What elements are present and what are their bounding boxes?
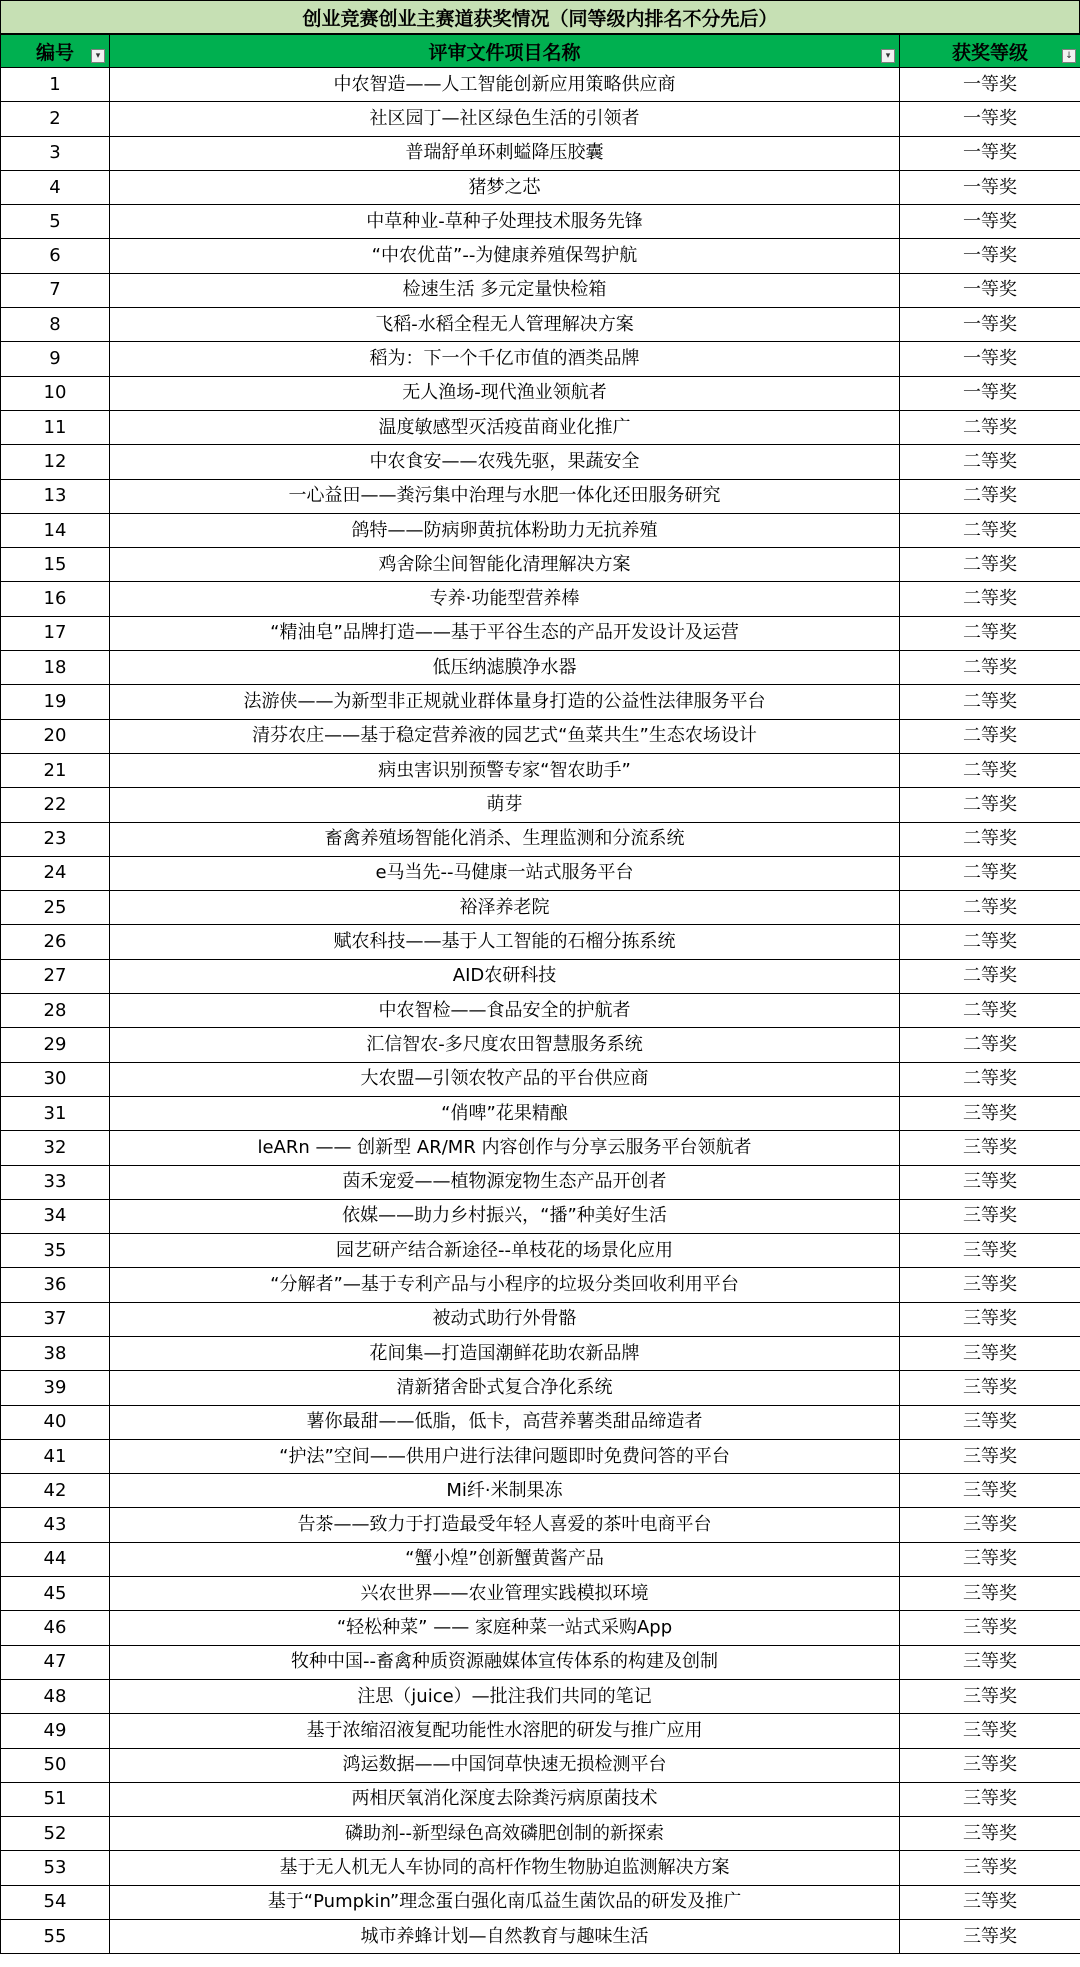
cell-project-name[interactable]: 一心益田——粪污集中治理与水肥一体化还田服务研究 [110,479,900,513]
cell-project-name[interactable]: 飞稻-水稻全程无人管理解决方案 [110,308,900,342]
table-row [1,685,1080,719]
cell-award-level[interactable]: 二等奖 [900,959,1080,993]
cell-number[interactable]: 11 [1,410,110,444]
column-header-no [1,35,110,68]
table-row [1,822,1080,856]
table-row [1,891,1080,925]
table-row [1,788,1080,822]
cell-award-level[interactable]: 二等奖 [900,1062,1080,1096]
cell-award-level[interactable]: 三等奖 [900,1405,1080,1439]
cell-award-level[interactable]: 一等奖 [900,308,1080,342]
table-row [1,856,1080,890]
cell-number[interactable]: 44 [1,1542,110,1576]
table-row [1,1131,1080,1165]
cell-number[interactable]: 49 [1,1714,110,1748]
cell-number[interactable]: 6 [1,239,110,273]
cell-project-name[interactable]: 兴农世界——农业管理实践模拟环境 [110,1577,900,1611]
cell-number[interactable]: 31 [1,1096,110,1130]
cell-project-name[interactable]: 基于无人机无人车协同的高杆作物生物胁迫监测解决方案 [110,1851,900,1885]
table-row [1,1371,1080,1405]
cell-number[interactable]: 30 [1,1062,110,1096]
cell-project-name[interactable]: 鸽特——防病卵黄抗体粉助力无抗养殖 [110,513,900,547]
cell-number[interactable]: 50 [1,1748,110,1782]
cell-award-level[interactable]: 二等奖 [900,616,1080,650]
table-row [1,205,1080,239]
column-header-name-label: 评审文件项目名称 [428,41,581,64]
table-row [1,68,1080,102]
cell-project-name[interactable]: 中农智检——食品安全的护航者 [110,994,900,1028]
table-row [1,1542,1080,1576]
cell-award-level[interactable]: 一等奖 [900,170,1080,204]
table-row [1,1748,1080,1782]
cell-number[interactable]: 41 [1,1439,110,1473]
cell-project-name[interactable]: 基于“Pumpkin”理念蛋白强化南瓜益生菌饮品的研发及推广 [110,1885,900,1919]
cell-project-name[interactable]: “俏啤”花果精酿 [110,1096,900,1130]
cell-award-level[interactable]: 二等奖 [900,548,1080,582]
cell-number[interactable]: 46 [1,1611,110,1645]
table-row [1,308,1080,342]
cell-award-level[interactable]: 三等奖 [900,1096,1080,1130]
column-header-award [900,35,1080,68]
cell-award-level[interactable]: 二等奖 [900,753,1080,787]
cell-award-level[interactable]: 二等奖 [900,685,1080,719]
table-row [1,548,1080,582]
table-row [1,376,1080,410]
cell-project-name[interactable]: 园艺研产结合新途径--单枝花的场景化应用 [110,1234,900,1268]
table-row [1,1096,1080,1130]
header-row [1,35,1080,68]
cell-award-level[interactable]: 三等奖 [900,1371,1080,1405]
table-row [1,1611,1080,1645]
cell-number[interactable]: 7 [1,273,110,307]
cell-award-level[interactable]: 二等奖 [900,1028,1080,1062]
cell-project-name[interactable]: 被动式助行外骨骼 [110,1302,900,1336]
cell-award-level[interactable]: 三等奖 [900,1714,1080,1748]
cell-project-name[interactable]: 牧种中国--畜禽种质资源融媒体宣传体系的构建及创制 [110,1645,900,1679]
cell-award-level[interactable]: 一等奖 [900,205,1080,239]
cell-award-level[interactable]: 一等奖 [900,342,1080,376]
cell-award-level[interactable]: 三等奖 [900,1542,1080,1576]
cell-project-name[interactable]: 清新猪舍卧式复合净化系统 [110,1371,900,1405]
cell-project-name[interactable]: 猪梦之芯 [110,170,900,204]
cell-number[interactable]: 42 [1,1474,110,1508]
cell-award-level[interactable]: 二等奖 [900,651,1080,685]
cell-number[interactable]: 8 [1,308,110,342]
cell-project-name[interactable]: “护法”空间——供用户进行法律问题即时免费问答的平台 [110,1439,900,1473]
table-row [1,1817,1080,1851]
cell-number[interactable]: 36 [1,1268,110,1302]
cell-award-level[interactable]: 二等奖 [900,925,1080,959]
table-row [1,1920,1080,1954]
cell-award-level[interactable]: 三等奖 [900,1611,1080,1645]
cell-project-name[interactable]: 磷助剂--新型绿色高效磷肥创制的新探索 [110,1817,900,1851]
table-header [1,35,1080,68]
cell-project-name[interactable]: e马当先--马健康一站式服务平台 [110,856,900,890]
cell-project-name[interactable]: “轻松种菜” —— 家庭种菜一站式采购App [110,1611,900,1645]
cell-number[interactable]: 15 [1,548,110,582]
cell-project-name[interactable]: 鸿运数据——中国饲草快速无损检测平台 [110,1748,900,1782]
table-row [1,445,1080,479]
cell-number[interactable]: 9 [1,342,110,376]
table-row [1,273,1080,307]
cell-number[interactable]: 33 [1,1165,110,1199]
cell-project-name[interactable]: 告茶——致力于打造最受年轻人喜爱的茶叶电商平台 [110,1508,900,1542]
cell-award-level[interactable]: 三等奖 [900,1782,1080,1816]
cell-award-level[interactable]: 一等奖 [900,102,1080,136]
cell-project-name[interactable]: AID农研科技 [110,959,900,993]
column-header-no-label: 编号 [35,41,74,64]
cell-number[interactable]: 17 [1,616,110,650]
cell-award-level[interactable]: 二等奖 [900,856,1080,890]
cell-award-level[interactable]: 三等奖 [900,1439,1080,1473]
table-row [1,410,1080,444]
table-row [1,1714,1080,1748]
cell-project-name[interactable]: 薯你最甜——低脂，低卡，高营养薯类甜品缔造者 [110,1405,900,1439]
cell-project-name[interactable]: 普瑞舒单环刺螠降压胶囊 [110,136,900,170]
table-row [1,1268,1080,1302]
cell-project-name[interactable]: 花间集—打造国潮鲜花助农新品牌 [110,1336,900,1370]
cell-number[interactable]: 40 [1,1405,110,1439]
cell-project-name[interactable]: “精油皂”品牌打造——基于平谷生态的产品开发设计及运营 [110,616,900,650]
cell-award-level[interactable]: 二等奖 [900,582,1080,616]
table-row [1,582,1080,616]
cell-project-name[interactable]: 茵禾宠爱——植物源宠物生态产品开创者 [110,1165,900,1199]
cell-award-level[interactable]: 三等奖 [900,1268,1080,1302]
cell-number[interactable]: 16 [1,582,110,616]
cell-project-name[interactable]: 中农食安——农残先驱，果蔬安全 [110,445,900,479]
cell-award-level[interactable]: 二等奖 [900,719,1080,753]
cell-project-name[interactable]: “中农优苗”--为健康养殖保驾护航 [110,239,900,273]
table-row [1,1679,1080,1713]
cell-award-level[interactable]: 三等奖 [900,1199,1080,1233]
table-row [1,719,1080,753]
cell-project-name[interactable]: 低压纳滤膜净水器 [110,651,900,685]
cell-number[interactable]: 5 [1,205,110,239]
table-row [1,1782,1080,1816]
cell-project-name[interactable]: 专养·功能型营养棒 [110,582,900,616]
cell-project-name[interactable]: 裕泽养老院 [110,891,900,925]
cell-award-level[interactable]: 三等奖 [900,1679,1080,1713]
cell-project-name[interactable]: 中农智造——人工智能创新应用策略供应商 [110,68,900,102]
cell-award-level[interactable]: 二等奖 [900,479,1080,513]
table-row [1,1508,1080,1542]
cell-award-level[interactable]: 三等奖 [900,1508,1080,1542]
cell-award-level[interactable]: 二等奖 [900,410,1080,444]
cell-award-level[interactable]: 二等奖 [900,994,1080,1028]
cell-project-name[interactable]: 大农盟—引领农牧产品的平台供应商 [110,1062,900,1096]
cell-award-level[interactable]: 三等奖 [900,1577,1080,1611]
cell-award-level[interactable]: 三等奖 [900,1302,1080,1336]
table-row [1,513,1080,547]
cell-award-level[interactable]: 二等奖 [900,822,1080,856]
cell-award-level[interactable]: 三等奖 [900,1851,1080,1885]
cell-award-level[interactable]: 一等奖 [900,376,1080,410]
column-header-name [110,35,900,68]
table-row [1,102,1080,136]
cell-award-level[interactable]: 三等奖 [900,1165,1080,1199]
cell-award-level[interactable]: 三等奖 [900,1920,1080,1954]
cell-number[interactable]: 22 [1,788,110,822]
cell-project-name[interactable]: 温度敏感型灭活疫苗商业化推广 [110,410,900,444]
table-row [1,1062,1080,1096]
cell-award-level[interactable]: 一等奖 [900,239,1080,273]
table-row [1,1028,1080,1062]
cell-number[interactable]: 26 [1,925,110,959]
table-row [1,1851,1080,1885]
cell-award-level[interactable]: 三等奖 [900,1234,1080,1268]
cell-project-name[interactable]: 鸡舍除尘间智能化清理解决方案 [110,548,900,582]
cell-award-level[interactable]: 三等奖 [900,1748,1080,1782]
cell-number[interactable]: 52 [1,1817,110,1851]
cell-number[interactable]: 25 [1,891,110,925]
cell-number[interactable]: 35 [1,1234,110,1268]
cell-project-name[interactable]: Mi纤·米制果冻 [110,1474,900,1508]
cell-project-name[interactable]: 依媒——助力乡村振兴，“播”种美好生活 [110,1199,900,1233]
cell-project-name[interactable]: 中草种业-草种子处理技术服务先锋 [110,205,900,239]
filter-dropdown-icon[interactable]: ▾ [881,49,895,63]
awards-table [0,34,1080,1954]
cell-project-name[interactable]: 检速生活 多元定量快检箱 [110,273,900,307]
cell-number[interactable]: 39 [1,1371,110,1405]
cell-number[interactable]: 18 [1,651,110,685]
cell-number[interactable]: 47 [1,1645,110,1679]
cell-project-name[interactable]: 无人渔场-现代渔业领航者 [110,376,900,410]
cell-number[interactable]: 37 [1,1302,110,1336]
cell-award-level[interactable]: 一等奖 [900,273,1080,307]
cell-award-level[interactable]: 二等奖 [900,891,1080,925]
cell-project-name[interactable]: 畜禽养殖场智能化消杀、生理监测和分流系统 [110,822,900,856]
table-row [1,479,1080,513]
cell-project-name[interactable]: 清芬农庄——基于稳定营养液的园艺式“鱼菜共生”生态农场设计 [110,719,900,753]
cell-number[interactable]: 19 [1,685,110,719]
cell-number[interactable]: 4 [1,170,110,204]
cell-project-name[interactable]: 汇信智农-多尺度农田智慧服务系统 [110,1028,900,1062]
table-row [1,1474,1080,1508]
cell-number[interactable]: 48 [1,1679,110,1713]
table-row [1,1405,1080,1439]
cell-number[interactable]: 24 [1,856,110,890]
cell-number[interactable]: 14 [1,513,110,547]
table-row [1,136,1080,170]
table-row [1,1439,1080,1473]
cell-project-name[interactable]: 城市养蜂计划—自然教育与趣味生活 [110,1920,900,1954]
cell-number[interactable]: 28 [1,994,110,1028]
table-row [1,170,1080,204]
cell-project-name[interactable]: “分解者”—基于专利产品与小程序的垃圾分类回收利用平台 [110,1268,900,1302]
cell-number[interactable]: 53 [1,1851,110,1885]
cell-project-name[interactable]: 社区园丁—社区绿色生活的引领者 [110,102,900,136]
cell-number[interactable]: 13 [1,479,110,513]
table-row [1,651,1080,685]
cell-award-level[interactable]: 二等奖 [900,788,1080,822]
table-row [1,239,1080,273]
cell-number[interactable]: 55 [1,1920,110,1954]
table-row [1,1577,1080,1611]
cell-number[interactable]: 45 [1,1577,110,1611]
filter-dropdown-icon[interactable]: ▾ [91,49,105,63]
cell-number[interactable]: 2 [1,102,110,136]
cell-award-level[interactable]: 三等奖 [900,1817,1080,1851]
table-row [1,342,1080,376]
cell-number[interactable]: 34 [1,1199,110,1233]
cell-award-level[interactable]: 三等奖 [900,1474,1080,1508]
cell-number[interactable]: 29 [1,1028,110,1062]
table-row [1,1302,1080,1336]
cell-award-level[interactable]: 三等奖 [900,1131,1080,1165]
cell-award-level[interactable]: 一等奖 [900,68,1080,102]
cell-project-name[interactable]: 法游侠——为新型非正规就业群体量身打造的公益性法律服务平台 [110,685,900,719]
cell-number[interactable]: 27 [1,959,110,993]
cell-number[interactable]: 20 [1,719,110,753]
cell-number[interactable]: 23 [1,822,110,856]
table-row [1,1645,1080,1679]
cell-project-name[interactable]: 萌芽 [110,788,900,822]
sheet-title: 创业竞赛创业主赛道获奖情况（同等级内排名不分先后） [0,0,1080,34]
sort-descending-filter-icon[interactable]: ↓ [1062,49,1076,63]
table-row [1,753,1080,787]
cell-number[interactable]: 21 [1,753,110,787]
cell-number[interactable]: 38 [1,1336,110,1370]
cell-project-name[interactable]: 稻为：下一个千亿市值的酒类品牌 [110,342,900,376]
table-row [1,925,1080,959]
table-body [1,68,1080,1954]
table-row [1,1165,1080,1199]
cell-number[interactable]: 43 [1,1508,110,1542]
cell-number[interactable]: 51 [1,1782,110,1816]
cell-number[interactable]: 32 [1,1131,110,1165]
table-row [1,1336,1080,1370]
cell-number[interactable]: 10 [1,376,110,410]
cell-project-name[interactable]: leARn —— 创新型 AR/MR 内容创作与分享云服务平台领航者 [110,1131,900,1165]
cell-number[interactable]: 54 [1,1885,110,1919]
cell-award-level[interactable]: 三等奖 [900,1645,1080,1679]
table-row [1,616,1080,650]
cell-number[interactable]: 1 [1,68,110,102]
table-row [1,1199,1080,1233]
table-row [1,1234,1080,1268]
cell-project-name[interactable]: 两相厌氧消化深度去除粪污病原菌技术 [110,1782,900,1816]
cell-award-level[interactable]: 二等奖 [900,445,1080,479]
table-row [1,994,1080,1028]
table-row [1,1885,1080,1919]
cell-project-name[interactable]: “蟹小煌”创新蟹黄酱产品 [110,1542,900,1576]
cell-project-name[interactable]: 赋农科技——基于人工智能的石榴分拣系统 [110,925,900,959]
cell-award-level[interactable]: 三等奖 [900,1885,1080,1919]
cell-number[interactable]: 12 [1,445,110,479]
cell-number[interactable]: 3 [1,136,110,170]
column-header-award-label: 获奖等级 [951,41,1028,64]
cell-project-name[interactable]: 基于浓缩沼液复配功能性水溶肥的研发与推广应用 [110,1714,900,1748]
cell-award-level[interactable]: 一等奖 [900,136,1080,170]
cell-project-name[interactable]: 注思（juice）—批注我们共同的笔记 [110,1679,900,1713]
cell-project-name[interactable]: 病虫害识别预警专家“智农助手” [110,753,900,787]
cell-award-level[interactable]: 二等奖 [900,513,1080,547]
cell-award-level[interactable]: 三等奖 [900,1336,1080,1370]
table-row [1,959,1080,993]
